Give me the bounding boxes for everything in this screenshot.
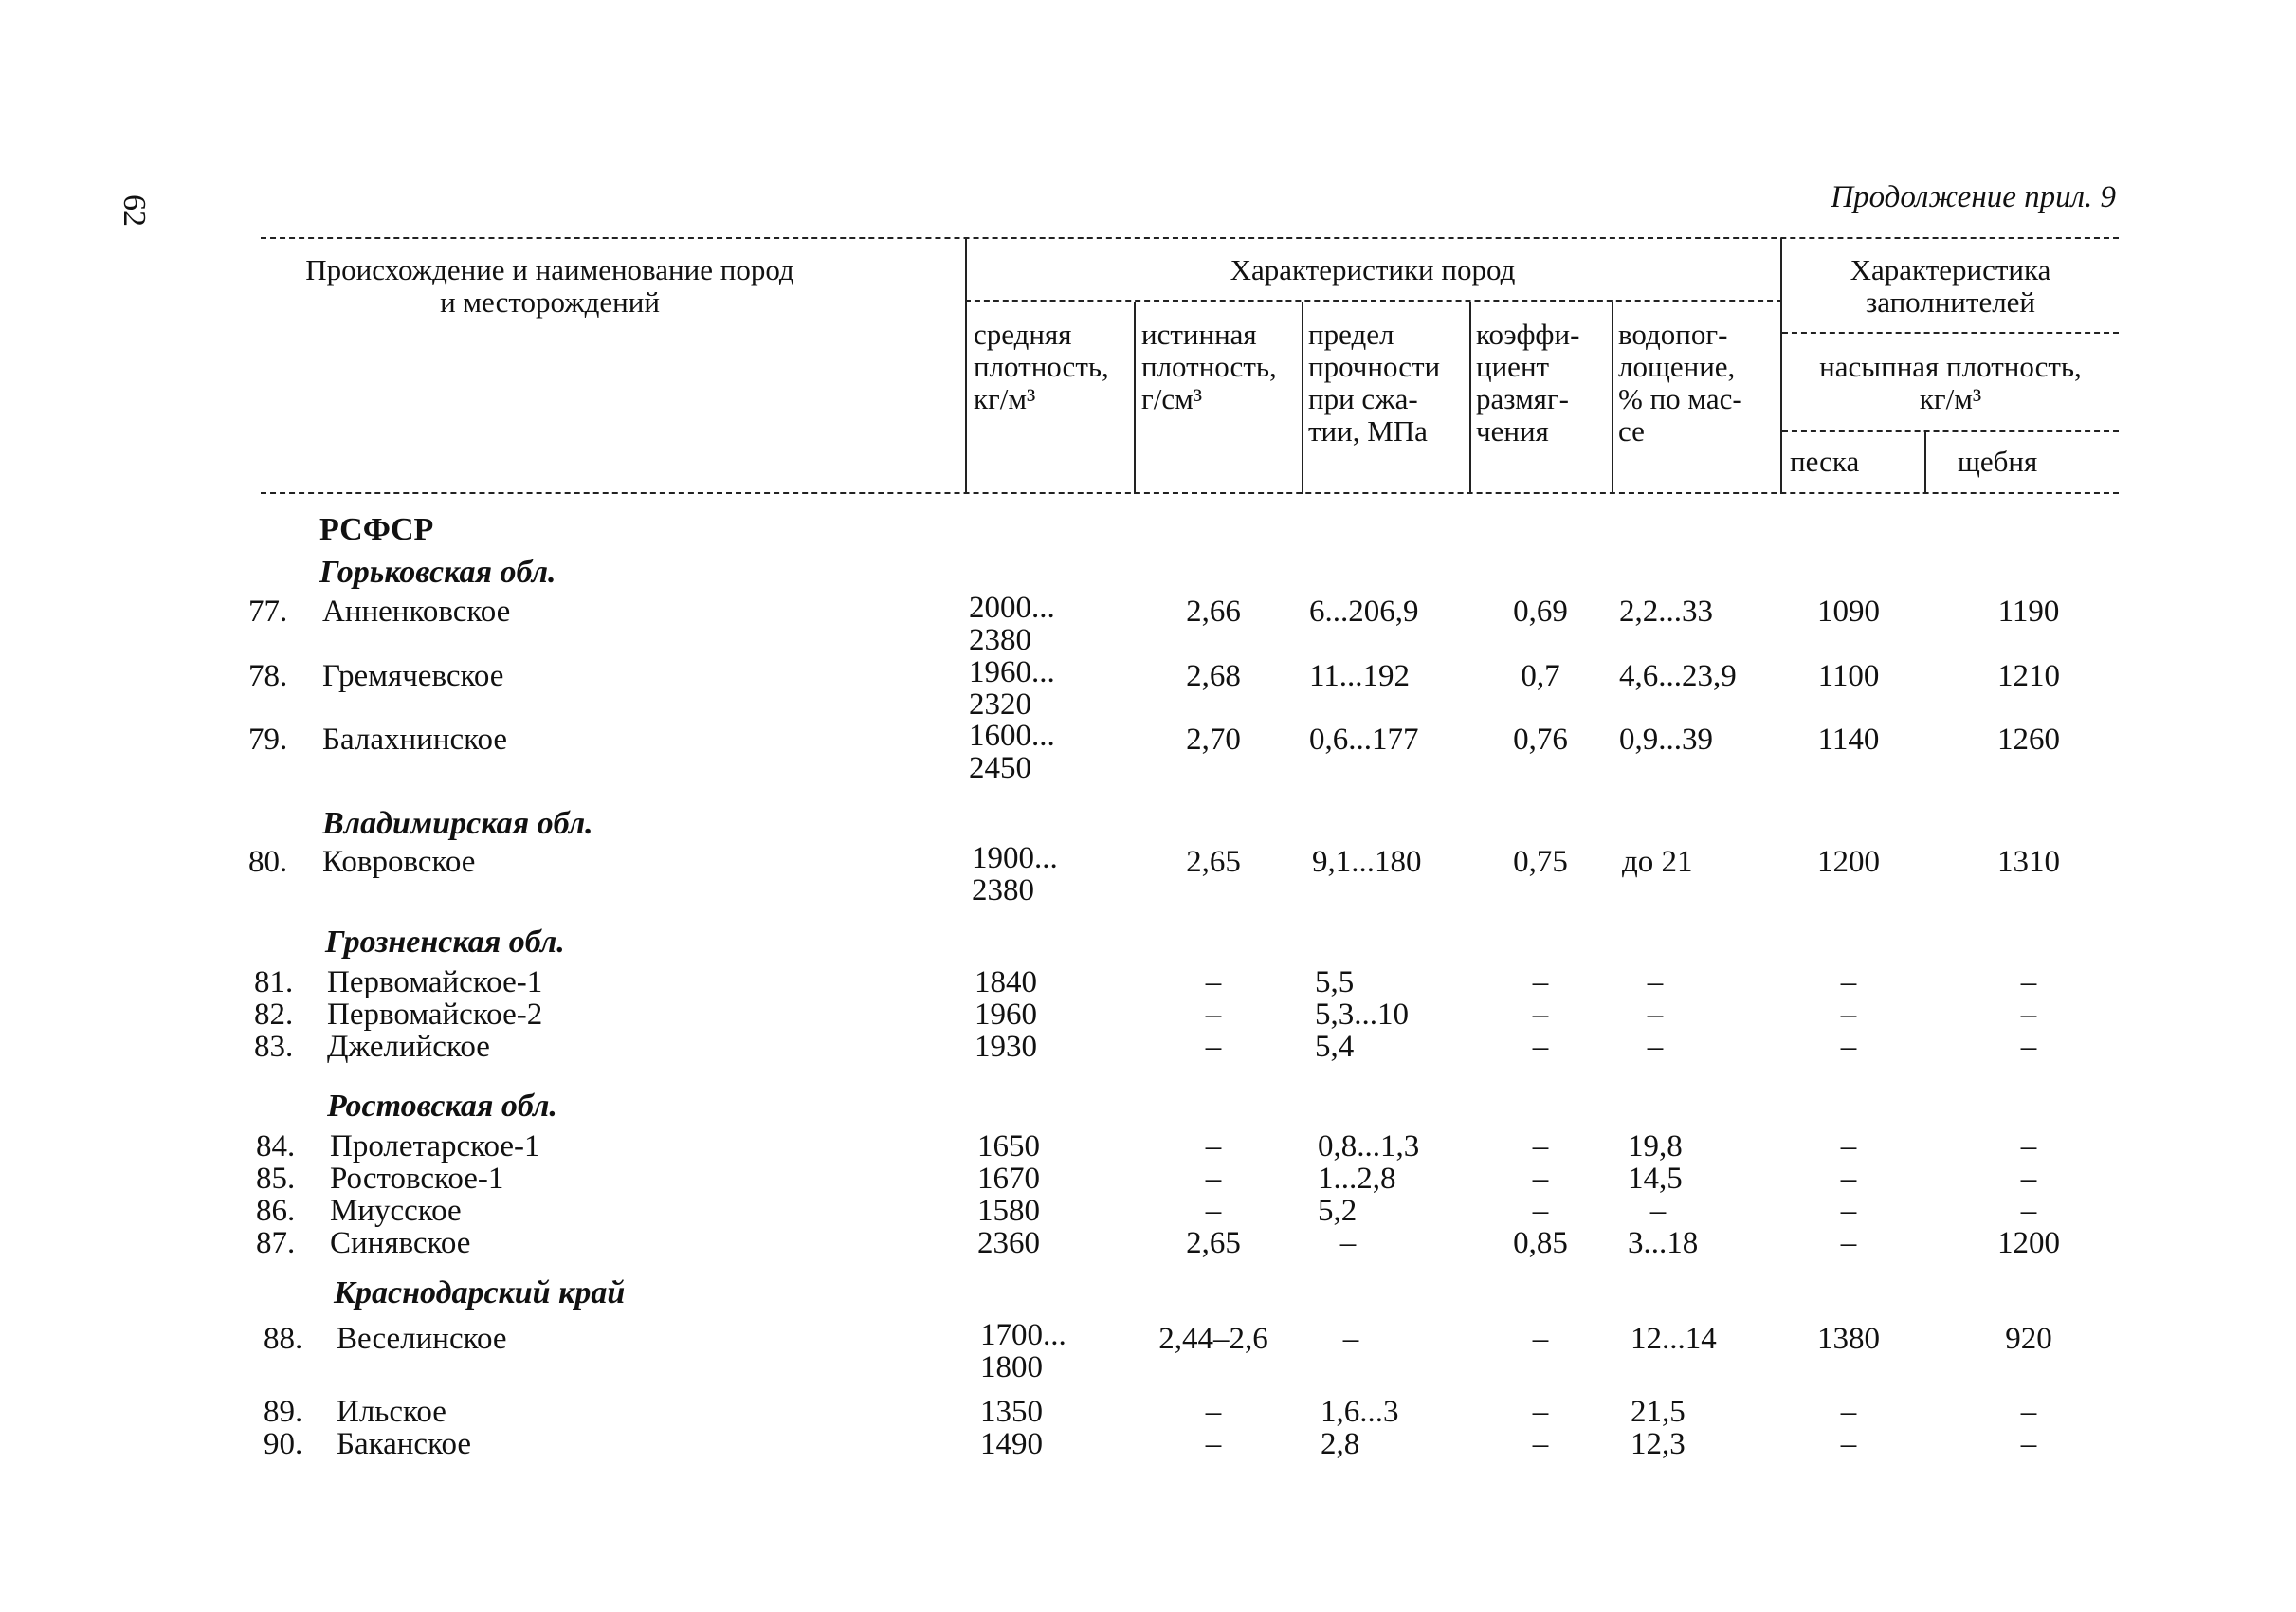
cell-gravel: 1260 — [1997, 723, 2060, 757]
header-group-fillers: Характеристика заполнителей — [1850, 253, 2051, 319]
header-gravel: щебня — [1958, 445, 2038, 478]
cell-gravel: – — [2020, 1030, 2037, 1064]
cell-gravel: – — [2020, 998, 2037, 1032]
header-absorption: водопог- лощение, % по мас- се — [1618, 318, 1742, 448]
col-divider-4 — [1469, 302, 1471, 494]
header-origin: Происхождение и наименование пород и месторождений — [305, 253, 794, 319]
cell-avg-density: 1930 — [975, 1030, 1037, 1064]
continuation-label: Продолжение прил. 9 — [1831, 180, 2116, 214]
cell-sand: – — [1840, 1395, 1857, 1429]
cell-soft: – — [1532, 1162, 1549, 1196]
cell-soft: 0,69 — [1513, 595, 1568, 629]
cell-abs: 21,5 — [1631, 1395, 1686, 1429]
cell-gravel: 920 — [2005, 1322, 2052, 1356]
cell-abs: до 21 — [1622, 845, 1693, 879]
cell-sand: 1100 — [1817, 659, 1880, 693]
cell-abs: 19,8 — [1628, 1129, 1683, 1163]
header-softening: коэффи- циент размяг- чения — [1476, 318, 1580, 448]
region-heading: Грозненская обл. — [325, 925, 565, 960]
region-heading: Краснодарский край — [334, 1275, 626, 1310]
cell-avg-density: 1600... 2450 — [969, 719, 1055, 785]
header-group-rocks: Характеристики пород — [1230, 253, 1516, 286]
group-rule-fillers — [1782, 332, 2119, 334]
deposit-name: Ильское — [337, 1395, 446, 1429]
row-number: 79. — [248, 723, 288, 757]
cell-gravel: 1210 — [1997, 659, 2060, 693]
cell-sand: 1380 — [1817, 1322, 1880, 1356]
row-number: 90. — [264, 1427, 303, 1461]
cell-true: – — [1205, 1030, 1222, 1064]
cell-true: 2,66 — [1186, 595, 1241, 629]
header-top-rule — [261, 237, 2119, 239]
header-sand: песка — [1790, 445, 1860, 478]
cell-strength: 5,4 — [1315, 1030, 1355, 1064]
deposit-name: Баканское — [337, 1427, 471, 1461]
group-rule-rocks — [965, 300, 1782, 302]
deposit-name: Джелийское — [327, 1030, 490, 1064]
region-heading: Ростовская обл. — [327, 1089, 557, 1124]
cell-strength: 2,8 — [1321, 1427, 1360, 1461]
cell-gravel: – — [2020, 1395, 2037, 1429]
row-number: 86. — [256, 1194, 296, 1228]
cell-strength: 0,6...177 — [1309, 723, 1419, 757]
cell-avg-density: 1580 — [977, 1194, 1040, 1228]
cell-gravel: – — [2020, 1162, 2037, 1196]
cell-abs: 0,9...39 — [1619, 723, 1713, 757]
deposit-name: Первомайское-1 — [327, 965, 543, 999]
cell-avg-density: 1960 — [975, 998, 1037, 1032]
cell-soft: 0,76 — [1513, 723, 1568, 757]
cell-sand: – — [1840, 998, 1857, 1032]
col-divider-5 — [1612, 302, 1613, 494]
cell-abs: – — [1647, 1030, 1664, 1064]
row-number: 82. — [254, 998, 294, 1032]
cell-sand: 1200 — [1817, 845, 1880, 879]
cell-sand: – — [1840, 1427, 1857, 1461]
cell-gravel: – — [2020, 965, 2037, 999]
row-number: 85. — [256, 1162, 296, 1196]
cell-soft: – — [1532, 1129, 1549, 1163]
cell-soft: 0,85 — [1513, 1226, 1568, 1260]
row-number: 88. — [264, 1322, 303, 1356]
cell-sand: 1140 — [1817, 723, 1880, 757]
cell-avg-density: 1670 — [977, 1162, 1040, 1196]
col-divider-2 — [1134, 302, 1136, 494]
cell-avg-density: 1490 — [980, 1427, 1043, 1461]
cell-true: – — [1205, 1427, 1222, 1461]
cell-sand: – — [1840, 1162, 1857, 1196]
cell-strength: 5,3...10 — [1315, 998, 1409, 1032]
cell-sand: – — [1840, 1194, 1857, 1228]
cell-strength: 9,1...180 — [1312, 845, 1422, 879]
bulk-rule — [1782, 430, 2119, 432]
deposit-name: Первомайское-2 — [327, 998, 543, 1032]
cell-gravel: – — [2020, 1129, 2037, 1163]
cell-gravel: 1200 — [1997, 1226, 2060, 1260]
cell-strength: 1...2,8 — [1318, 1162, 1396, 1196]
cell-gravel: – — [2020, 1427, 2037, 1461]
cell-true: 2,70 — [1186, 723, 1241, 757]
cell-abs: 14,5 — [1628, 1162, 1683, 1196]
cell-abs: – — [1649, 1194, 1667, 1228]
row-number: 84. — [256, 1129, 296, 1163]
cell-abs: – — [1647, 965, 1664, 999]
cell-soft: – — [1532, 1322, 1549, 1356]
cell-true: – — [1205, 1162, 1222, 1196]
cell-true: – — [1205, 1194, 1222, 1228]
deposit-name: Веселинское — [337, 1322, 507, 1356]
cell-true: 2,65 — [1186, 845, 1241, 879]
cell-true: 2,68 — [1186, 659, 1241, 693]
cell-sand: – — [1840, 1129, 1857, 1163]
cell-soft: – — [1532, 1427, 1549, 1461]
cell-avg-density: 2000... 2380 — [969, 591, 1055, 657]
cell-strength: 1,6...3 — [1321, 1395, 1399, 1429]
cell-strength: – — [1342, 1322, 1359, 1356]
deposit-name: Балахнинское — [322, 723, 508, 757]
deposit-name: Синявское — [330, 1226, 471, 1260]
cell-gravel: 1190 — [1997, 595, 2060, 629]
cell-true: 2,44–2,6 — [1158, 1322, 1268, 1356]
deposit-name: Гремячевское — [322, 659, 504, 693]
header-strength: предел прочности при сжа- тии, МПа — [1308, 318, 1441, 448]
row-number: 87. — [256, 1226, 296, 1260]
cell-soft: – — [1532, 1395, 1549, 1429]
deposit-name: Ковровское — [322, 845, 476, 879]
cell-soft: – — [1532, 1030, 1549, 1064]
cell-abs: – — [1647, 998, 1664, 1032]
header-bottom-rule — [261, 492, 2119, 494]
cell-soft: – — [1532, 998, 1549, 1032]
deposit-name: Анненковское — [322, 595, 511, 629]
page-number: 62 — [117, 194, 152, 227]
cell-gravel: 1310 — [1997, 845, 2060, 879]
row-number: 77. — [248, 595, 288, 629]
cell-strength: 0,8...1,3 — [1318, 1129, 1420, 1163]
cell-abs: 12...14 — [1631, 1322, 1717, 1356]
deposit-name: Пролетарское-1 — [330, 1129, 540, 1163]
cell-sand: – — [1840, 1226, 1857, 1260]
cell-true: – — [1205, 998, 1222, 1032]
col-divider-3 — [1302, 302, 1303, 494]
cell-true: – — [1205, 965, 1222, 999]
cell-soft: – — [1532, 1194, 1549, 1228]
cell-abs: 2,2...33 — [1619, 595, 1713, 629]
row-number: 80. — [248, 845, 288, 879]
cell-sand: – — [1840, 965, 1857, 999]
row-number: 81. — [254, 965, 294, 999]
cell-soft: 0,75 — [1513, 845, 1568, 879]
region-heading: Владимирская обл. — [322, 806, 593, 841]
cell-avg-density: 1960... 2320 — [969, 655, 1055, 722]
cell-soft: – — [1532, 965, 1549, 999]
cell-abs: 12,3 — [1631, 1427, 1686, 1461]
cell-avg-density: 1350 — [980, 1395, 1043, 1429]
row-number: 83. — [254, 1030, 294, 1064]
region-heading: Горьковская обл. — [319, 555, 556, 590]
cell-strength: 11...192 — [1309, 659, 1411, 693]
cell-true: – — [1205, 1129, 1222, 1163]
cell-strength: – — [1339, 1226, 1357, 1260]
cell-avg-density: 1650 — [977, 1129, 1040, 1163]
cell-gravel: – — [2020, 1194, 2037, 1228]
cell-avg-density: 1900... 2380 — [972, 841, 1058, 907]
cell-true: 2,65 — [1186, 1226, 1241, 1260]
cell-sand: – — [1840, 1030, 1857, 1064]
deposit-name: Ростовское-1 — [330, 1162, 504, 1196]
row-number: 89. — [264, 1395, 303, 1429]
country-heading: РСФСР — [319, 512, 434, 547]
row-number: 78. — [248, 659, 288, 693]
cell-true: – — [1205, 1395, 1222, 1429]
deposit-name: Миусское — [330, 1194, 462, 1228]
cell-avg-density: 1840 — [975, 965, 1037, 999]
cell-sand: 1090 — [1817, 595, 1880, 629]
cell-abs: 4,6...23,9 — [1619, 659, 1737, 693]
cell-strength: 6...206,9 — [1309, 595, 1419, 629]
cell-soft: 0,7 — [1521, 659, 1560, 693]
header-true-density: истинная плотность, г/см³ — [1141, 318, 1277, 415]
cell-strength: 5,5 — [1315, 965, 1355, 999]
cell-avg-density: 2360 — [977, 1226, 1040, 1260]
header-bulk-density: насыпная плотность, кг/м³ — [1819, 350, 2082, 415]
col-divider-7 — [1924, 431, 1926, 494]
header-avg-density: средняя плотность, кг/м³ — [974, 318, 1109, 415]
cell-avg-density: 1700... 1800 — [980, 1318, 1066, 1384]
cell-abs: 3...18 — [1628, 1226, 1699, 1260]
cell-strength: 5,2 — [1318, 1194, 1358, 1228]
